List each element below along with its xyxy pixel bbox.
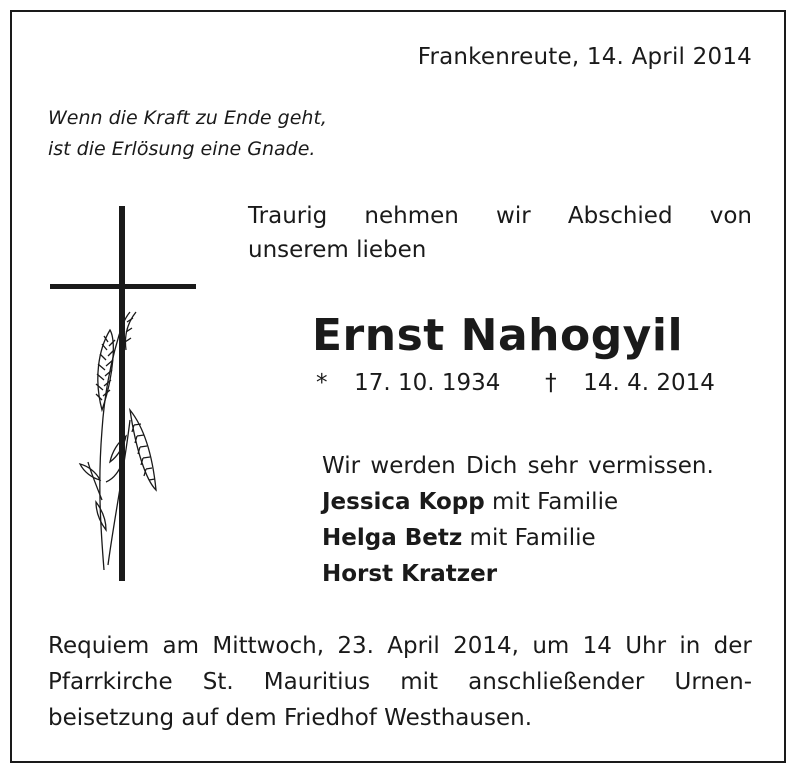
- death-date: 14. 4. 2014: [583, 370, 715, 396]
- intro-text: [248, 199, 752, 267]
- requiem-word: in: [679, 633, 701, 659]
- mourner-name: Jessica Kopp: [322, 489, 485, 515]
- requiem-word: um: [532, 633, 570, 659]
- quote-line-1: Wenn die Kraft zu Ende geht,: [48, 107, 327, 129]
- mourner-suffix: mit Familie: [484, 489, 619, 515]
- deceased-name: Ernst Nahogyil: [312, 310, 684, 361]
- intro-word: von: [709, 203, 752, 229]
- birth-symbol: *: [316, 370, 328, 396]
- requiem-word: mit: [400, 669, 439, 695]
- mourners: [322, 448, 714, 592]
- intro-line-1: [248, 199, 752, 233]
- requiem-word: Pfarrkirche: [48, 669, 173, 695]
- mourner-name: Horst Kratzer: [322, 561, 498, 587]
- requiem-word: Uhr: [625, 633, 667, 659]
- intro-line-2: unserem lieben: [248, 237, 427, 263]
- intro-word: Traurig: [248, 203, 328, 229]
- intro-word: nehmen: [364, 203, 459, 229]
- intro-word: Abschied: [567, 203, 673, 229]
- mourner-name: Helga Betz: [322, 525, 463, 551]
- life-dates: [316, 370, 715, 396]
- requiem-word: anschließender: [468, 669, 645, 695]
- cross-with-wheat-icon: [44, 200, 200, 586]
- requiem-word: 14: [582, 633, 612, 659]
- requiem-word: Mittwoch,: [212, 633, 325, 659]
- death-symbol: †: [545, 370, 557, 396]
- requiem-info: [48, 628, 752, 736]
- requiem-word: der: [713, 633, 752, 659]
- birth-date: 17. 10. 1934: [354, 370, 501, 396]
- requiem-word: Urnen-: [674, 669, 752, 695]
- mourner-row: [322, 520, 714, 556]
- requiem-word: 2014,: [453, 633, 519, 659]
- place-and-date: Frankenreute, 14. April 2014: [417, 44, 752, 70]
- quote: [48, 103, 327, 165]
- mourner-suffix: mit Familie: [462, 525, 596, 551]
- mourners-intro: Wir werden Dich sehr vermissen.: [322, 453, 714, 479]
- requiem-word: am: [162, 633, 200, 659]
- requiem-word: April: [387, 633, 440, 659]
- requiem-line-2: [48, 664, 752, 700]
- requiem-line-1: [48, 628, 752, 664]
- requiem-word: Mauritius: [263, 669, 371, 695]
- mourner-row: [322, 484, 714, 520]
- requiem-word: St.: [202, 669, 234, 695]
- requiem-word: Requiem: [48, 633, 150, 659]
- requiem-word: 23.: [337, 633, 374, 659]
- requiem-line-3: beisetzung auf dem Friedhof Westhausen.: [48, 705, 532, 731]
- intro-word: wir: [496, 203, 531, 229]
- quote-line-2: ist die Erlösung eine Gnade.: [48, 138, 316, 160]
- mourner-row: [322, 556, 714, 592]
